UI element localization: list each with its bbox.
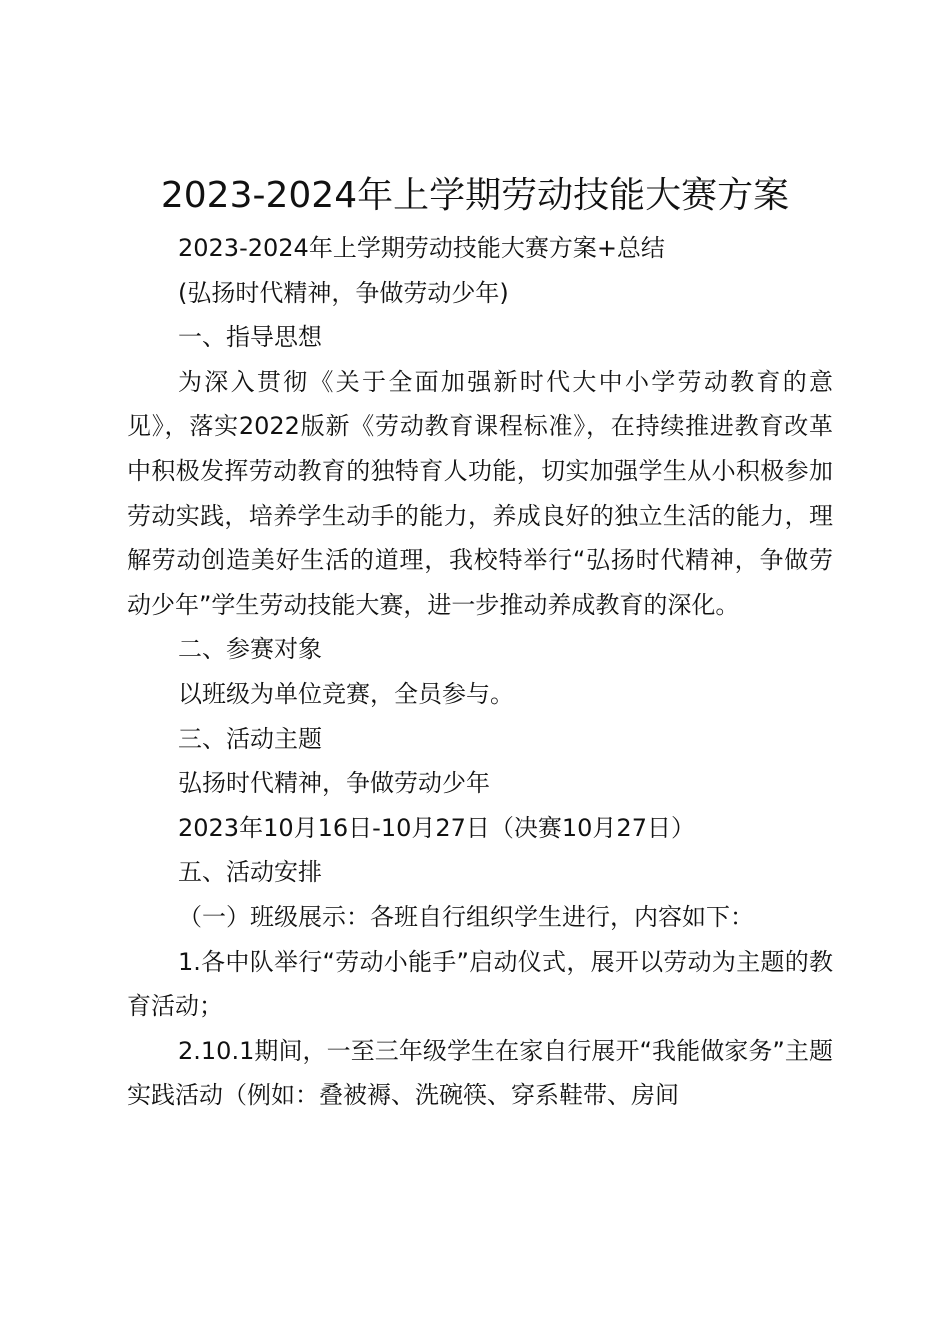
- participants-paragraph: 以班级为单位竞赛，全员参与。: [178, 679, 514, 708]
- subtitle-paragraph: 2023-2024年上学期劳动技能大赛方案+总结: [178, 234, 665, 262]
- document-body: [127, 226, 833, 1118]
- document-title: 2023-2024年上学期劳动技能大赛方案: [160, 175, 790, 216]
- section-heading-activity-theme: 三、活动主题: [178, 724, 322, 753]
- class-display-paragraph: （一）班级展示：各班自行组织学生进行，内容如下：: [178, 902, 754, 931]
- list-item-2: 2.10.1期间，一至三年级学生在家自行展开“我能做家务”主题实践活动（例如：叠被褥、洗碗筷、穿系鞋带、房间: [127, 1036, 833, 1110]
- list-item-1: 1.各中队举行“劳动小能手”启动仪式，展开以劳动为主题的教育活动；: [127, 947, 833, 1021]
- section-heading-participants: 二、参赛对象: [178, 635, 322, 664]
- section-heading-guiding-ideology: 一、指导思想: [178, 323, 322, 352]
- activity-theme-paragraph: 弘扬时代精神，争做劳动少年: [178, 769, 490, 798]
- section-heading-activity-arrangement: 五、活动安排: [178, 858, 322, 887]
- activity-dates-paragraph: 2023年10月16日-10月27日（决赛10月27日）: [178, 813, 695, 842]
- theme-paragraph: (弘扬时代精神，争做劳动少年): [178, 278, 509, 307]
- guiding-ideology-paragraph: 为深入贯彻《关于全面加强新时代大中小学劳动教育的意见》，落实2022版新《劳动教育课程标准》，在持续推进教育改革中积极发挥劳动教育的独特育人功能，切实加强学生从小积极参加劳动实践，培养学生动手的能力，养成良好的独立生活的能力，理解劳动创造美好生活的道理，我校特举行“弘扬时代精神，争做劳动少年”学生劳动技能大赛，进一步推动养成教育的深化。: [127, 367, 833, 619]
